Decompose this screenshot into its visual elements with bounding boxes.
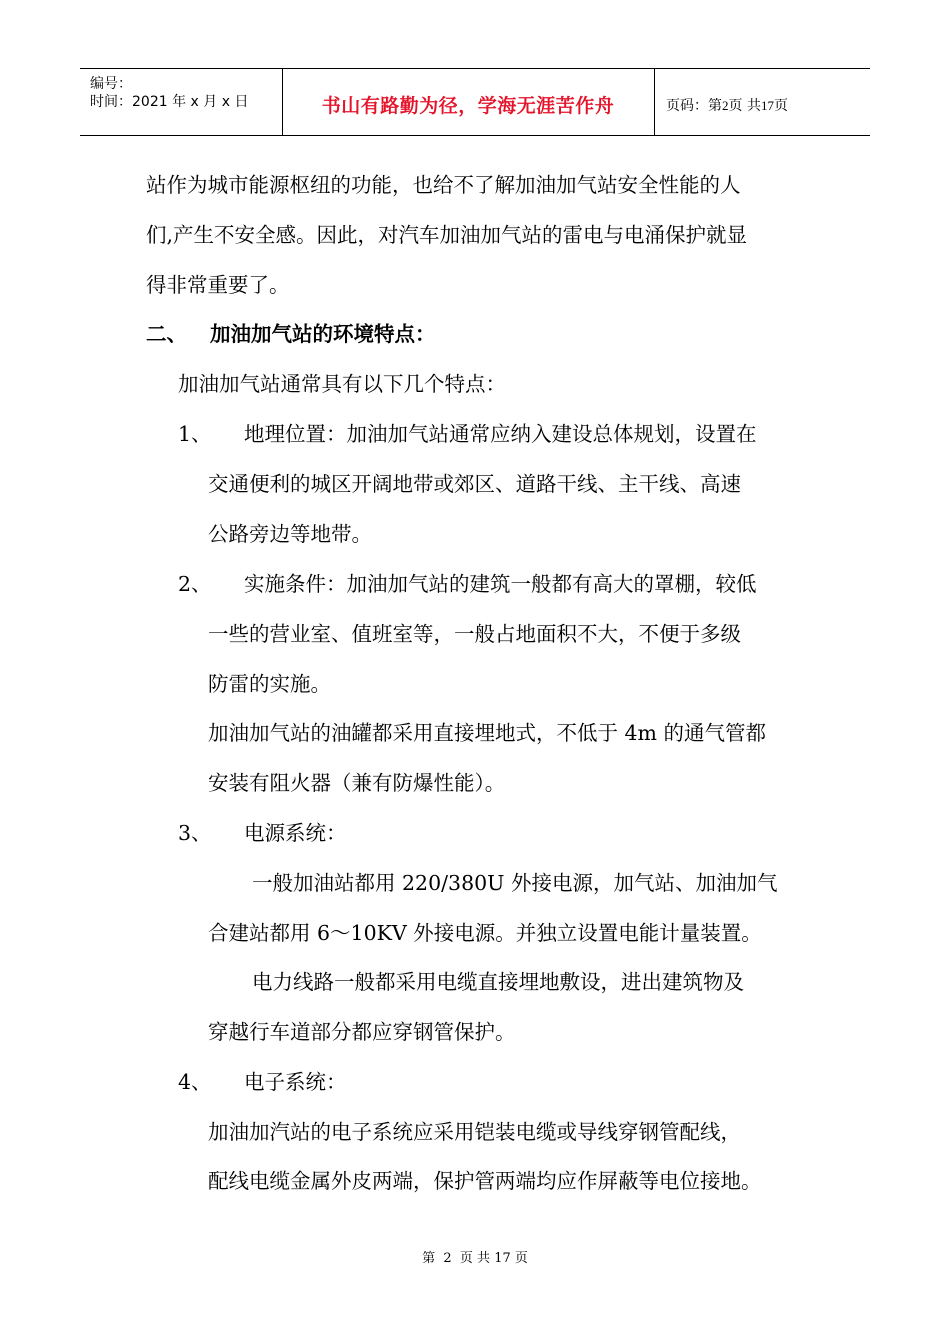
paragraph-line: 们,产生不安全感。因此，对汽车加油加气站的雷电与电涌保护就显 — [146, 223, 748, 247]
date-value: 2021 年 x 月 x 日 — [132, 94, 249, 110]
list-item-line: 加油加汽站的电子系统应采用铠装电缆或导线穿钢管配线， — [208, 1120, 741, 1144]
paragraph-line: 站作为城市能源枢纽的功能，也给不了解加油加气站安全性能的人 — [146, 173, 741, 197]
header-page-indicator — [666, 95, 788, 115]
page-header — [80, 68, 870, 136]
motto: 书山有路勤为径，学海无涯苦作舟 — [321, 95, 615, 117]
list-item-line: 加油加气站的油罐都采用直接埋地式，不低于 4m 的通气管都 — [208, 721, 767, 745]
page-mid: 页 共 — [728, 98, 761, 114]
header-motto-cell — [282, 69, 655, 135]
list-item-line: 防雷的实施。 — [208, 672, 331, 696]
list-item-number: 2、 — [178, 572, 212, 596]
list-item-line: 地理位置：加油加气站通常应纳入建设总体规划，设置在 — [244, 422, 757, 446]
list-item-title: 电子系统： — [244, 1070, 347, 1094]
list-item-line: 实施条件：加油加气站的建筑一般都有高大的罩棚，较低 — [244, 572, 757, 596]
list-item-number: 3、 — [178, 821, 212, 845]
section-heading: 加油加气站的环境特点： — [210, 322, 436, 346]
section-number: 二、 — [146, 322, 187, 346]
list-item-line: 合建站都用 6～10KV 外接电源。并独立设置电能计量装置。 — [208, 921, 762, 945]
list-item-title: 电源系统： — [244, 821, 347, 845]
page-total: 17 — [760, 98, 774, 113]
list-item-line: 配线电缆金属外皮两端，保护管两端均应作屏蔽等电位接地。 — [208, 1169, 762, 1193]
list-item-number: 4、 — [178, 1070, 212, 1094]
list-item-line: 穿越行车道部分都应穿钢管保护。 — [208, 1020, 516, 1044]
header-page-cell — [654, 69, 870, 135]
footer-mid: 页 共 — [459, 1251, 491, 1266]
list-item-line: 电力线路一般都采用电缆直接埋地敷设，进出建筑物及 — [252, 970, 744, 994]
list-item-number: 1、 — [178, 422, 212, 446]
header-meta-cell — [80, 69, 283, 135]
page-suffix: 页 — [773, 98, 788, 114]
footer-suffix: 页 — [514, 1251, 528, 1266]
footer-page-current: 2 — [443, 1251, 452, 1266]
page-footer — [0, 1247, 950, 1266]
footer-prefix: 第 — [422, 1251, 436, 1266]
section-intro: 加油加气站通常具有以下几个特点： — [178, 372, 506, 396]
page-label: 页码：第 — [666, 98, 722, 114]
paragraph-line: 得非常重要了。 — [146, 273, 290, 297]
page-current: 2 — [722, 98, 729, 113]
list-item-line: 公路旁边等地带。 — [208, 522, 372, 546]
list-item-line: 安装有阻火器（兼有防爆性能）。 — [208, 771, 506, 795]
footer-page-total: 17 — [494, 1251, 511, 1266]
list-item-line: 一般加油站都用 220/380U 外接电源，加气站、加油加气 — [252, 871, 778, 895]
date-label: 时间： — [90, 94, 132, 110]
list-item-line: 一些的营业室、值班室等，一般占地面积不大，不便于多级 — [208, 622, 741, 646]
doc-date — [90, 91, 248, 111]
list-item-line: 交通便利的城区开阔地带或郊区、道路干线、主干线、高速 — [208, 472, 741, 496]
doc-number-label: 编号： — [90, 76, 132, 92]
